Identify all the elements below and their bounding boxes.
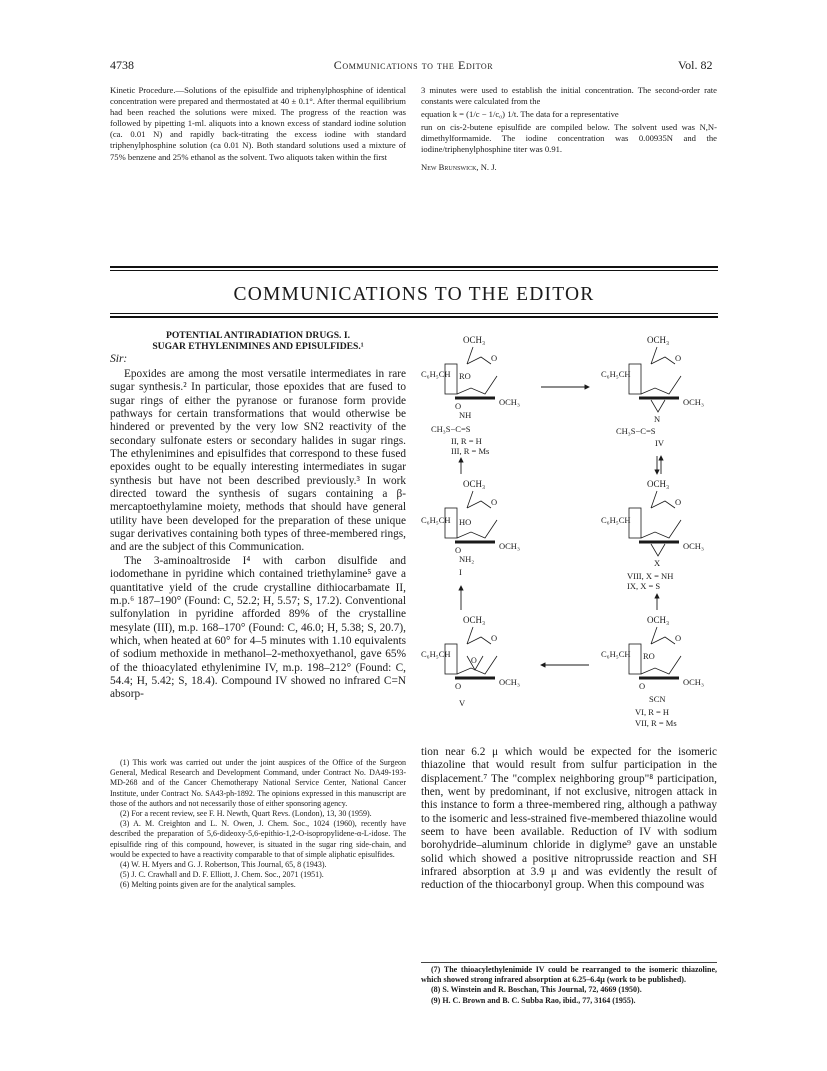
s2-n: N (654, 414, 661, 424)
section-title: COMMUNICATIONS TO THE EDITOR (233, 284, 595, 305)
footnote-9: (9) H. C. Brown and B. C. Subba Rao, ibid., 77, 3164 (1955). (431, 995, 636, 1005)
footnote-4: (4) W. H. Myers and G. J. Robertson, This Journal, 65, 8 (1943). (120, 860, 327, 870)
footnote-5: (5) J. C. Crawhall and D. F. Elliott, J. Chem. Soc., 2071 (1951). (120, 870, 324, 880)
s6-och3-b: OCH₃ (683, 677, 704, 687)
article-left-col (110, 330, 406, 702)
label-V: V (459, 698, 466, 708)
s3-och3: OCH₃ (463, 479, 486, 489)
s1-thio: CH₃S−C=S (431, 424, 471, 434)
s5-bridge-o: O (455, 681, 462, 691)
s1-nh: NH (459, 410, 472, 420)
s1-benzylidene: C₆H₅CH (421, 369, 451, 379)
s4-ring-o: O (675, 497, 682, 507)
structure-II-III (421, 335, 520, 456)
label-VII: VII, R = Ms (635, 718, 677, 728)
label-IX: IX, X = S (627, 581, 661, 591)
prev-right-equation: equation k = (1/c − 1/c₀) 1/t. The data for a representative (421, 109, 619, 120)
label-IV: IV (655, 438, 664, 448)
s1-och3: OCH₃ (463, 335, 486, 345)
structure-V (421, 615, 520, 708)
s3-ring-o: O (491, 497, 498, 507)
structure-I (421, 479, 520, 577)
s5-och3-b: OCH₃ (499, 677, 520, 687)
s3-benzylidene: C₆H₅CH (421, 515, 451, 525)
s6-bridge-o: O (639, 681, 646, 691)
prev-article-right-col (421, 85, 717, 173)
footnote-1: (1) This work was carried out under the joint auspices of the Office of the Surgeon General, Medical Research and Development Command, under Contract No. DA49-193-MD-268 and of the Cancer Chemotherapy National Service Center, National Cancer Institute, under Contract No. SA43-ph-1892. The opinions expressed in this manuscript are those of the authors and not necessarily those of either sponsoring agency. (110, 758, 406, 808)
structure-IV (601, 335, 704, 448)
article-title-line1: POTENTIAL ANTIRADIATION DRUGS. I. (165, 330, 350, 341)
page-number: 4738 (110, 58, 134, 72)
s5-ring-o: O (491, 633, 498, 643)
article-para-right: tion near 6.2 μ which would be expected for the isomeric thiazoline that would result from sulfur participation in the displacement.⁷ The "complex neighboring group"⁸ participation, then, went by predominant, if not exclusive, nitrogen attack in this instance to form a three-membered ring, although a pathway to the isomeric and less-strained five-membered thiazoline would seem to have been available. Reduction of IV with sodium borohydride–aluminum chloride in diglyme⁹ gave an unstable solid which showed a positive nitroprusside reaction and SH infrared absorption at 3.9 μ and was evidently the result of reduction of the thiocarbonyl group. When this compound was (421, 746, 717, 892)
s2-ring-o: O (675, 353, 682, 363)
reaction-scheme (421, 330, 717, 740)
s5-benzylidene: C₆H₅CH (421, 649, 451, 659)
s1-bridge-o: O (455, 401, 462, 411)
label-I: I (459, 567, 462, 577)
label-VIII: VIII, X = NH (627, 571, 674, 581)
running-title: Communications to the Editor (333, 58, 494, 72)
prev-right-text-1: 3 minutes were used to establish the initial concentration. The second-order rate constants were calculated from the (421, 85, 717, 107)
s6-ring-o: O (675, 633, 682, 643)
s3-nh2: NH₂ (459, 554, 475, 564)
bottom-rule (110, 316, 718, 318)
footnote-6: (6) Melting points given are for the analytical samples. (120, 880, 296, 890)
s2-thio: CH₃S−C=S (616, 426, 656, 436)
salutation: Sir: (110, 353, 128, 365)
s3-och3-b: OCH₃ (499, 541, 520, 551)
s6-och3: OCH₃ (647, 615, 670, 625)
s1-ro: RO (459, 371, 471, 381)
s3-bridge-o: O (455, 545, 462, 555)
volume: Vol. 82 (678, 58, 713, 72)
s1-ring-o: O (491, 353, 498, 363)
article-para-1: Epoxides are among the most versatile intermediates in rare sugar synthesis.² In particular, those epoxides that are fused to sugar rings of either the pyranose or furanose form provide pathways for certain transformations that would otherwise be hindered or prevented by the very low SN2 reactivity of the secondary sulfonate esters or secondary halides in sugar rings. The ethylenimines and episulfides that correspond to these fused epoxides ought to be equally interesting intermediates in sugar synthesis but have not been described previously.³ In work directed toward the synthesis of sugars containing a β-mercaptoethylamine moiety, methods that should have general utility have been developed for the preparation of these unique sugar derivatives containing both types of three-membered rings, and are the subject of this Communication. (110, 368, 406, 554)
article-para-2: The 3-aminoaltroside I⁴ with carbon disulfide and iodomethane in pyridine which contained triethylamine⁵ gave a quantitative yield of the crude crystalline dithiocarbamate II, m.p.⁶ 187–190° (Found: C, 52.2; H, 5.57; S, 17.2). Conventional sulfonylation in pyridine afforded 89% of the crystalline mesylate (III), m.p. 168–170° (Found: C, 46.0; H, 5.38; S, 20.7), which, when heated at 60° for 4–5 minutes with 1.10 equivalents of sodium methoxide in methanol–2-methoxyethanol, gave 65% of the thioacylated ethylenimine IV, m.p. 198–212° (Found: C, 54.4; H, 5.42; S, 18.4). Compound IV showed no infrared C=N absorp- (110, 554, 406, 701)
prev-article-left-col: Kinetic Procedure.—Solutions of the episulfide and triphenylphosphine of identical concentration were prepared and thermostated at 40 ± 0.1°. After thermal equilibrium had been reached the solutions were mixed. The progress of the reaction was followed by pipetting 1-ml. aliquots into a known excess of standard iodine solution (ca. 0.01 N) and rapidly back-titrating the excess iodine with standard triphenylphosphine solution (ca 0.01 N). Both standard solutions used a mixture of 75% benzene and 25% ethanol as the solvent. Two aliquots taken within the first (110, 85, 406, 162)
structure-VIII-IX (601, 479, 704, 591)
footnote-8: (8) S. Winstein and R. Boschan, This Journal, 72, 4669 (1950). (431, 985, 642, 995)
s4-x: X (654, 558, 661, 568)
label-II: II, R = H (451, 436, 482, 446)
s2-och3: OCH₃ (647, 335, 670, 345)
s2-och3-b: OCH₃ (683, 397, 704, 407)
s3-ho: HO (459, 517, 472, 527)
footnote-7: (7) The thioacylethylenimide IV could be rearranged to the isomeric thiazoline, which showed strong infrared absorption at 6.25–6.4μ (work to be published). (421, 965, 717, 985)
s4-och3-b: OCH₃ (683, 541, 704, 551)
footnote-divider (421, 962, 717, 963)
s4-och3: OCH₃ (647, 479, 670, 489)
s6-ro: RO (643, 651, 655, 661)
prev-location: New Brunswick, N. J. (421, 161, 497, 172)
bottom-rule-thin (110, 313, 718, 314)
s6-benzylidene: C₆H₅CH (601, 649, 631, 659)
s4-benzylidene: C₆H₅CH (601, 515, 631, 525)
footnote-2: (2) For a recent review, see F. H. Newth, Quart Revs. (London), 13, 30 (1959). (120, 809, 372, 819)
label-VI: VI, R = H (635, 707, 670, 717)
label-III: III, R = Ms (451, 446, 490, 456)
s5-och3: OCH₃ (463, 615, 486, 625)
s5-epoxide-o: O (471, 656, 477, 665)
top-rule (110, 266, 718, 268)
footnotes-left (110, 758, 406, 891)
s1-och3-b: OCH₃ (499, 397, 520, 407)
top-rule-thin (110, 270, 718, 271)
s2-benzylidene: C₆H₅CH (601, 369, 631, 379)
article-title-line2: SUGAR ETHYLENIMINES AND EPISULFIDES.¹ (152, 341, 364, 352)
s6-scn: SCN (649, 694, 666, 704)
prev-right-text-2: run on cis-2-butene episulfide are compiled below. The solvent used was N,N-dimethylformamide. The iodine concentration was 0.00935N and the iodine/triphenylphosphine titer was 0.91. (421, 122, 717, 155)
structure-VI-VII (601, 615, 704, 728)
footnotes-right (421, 962, 717, 1006)
footnote-3: (3) A. M. Creighton and L. N. Owen, J. Chem. Soc., 1024 (1960), recently have described the preparation of 5,6-dideoxy-5,6-epithio-1,2-O-isopropylidene-α-L-idose. The episulfide ring of this compound, however, is situated in the sugar ring side-chain, and would be expected to have a reactivity comparable to that of simple aliphatic episulfides. (110, 819, 406, 859)
